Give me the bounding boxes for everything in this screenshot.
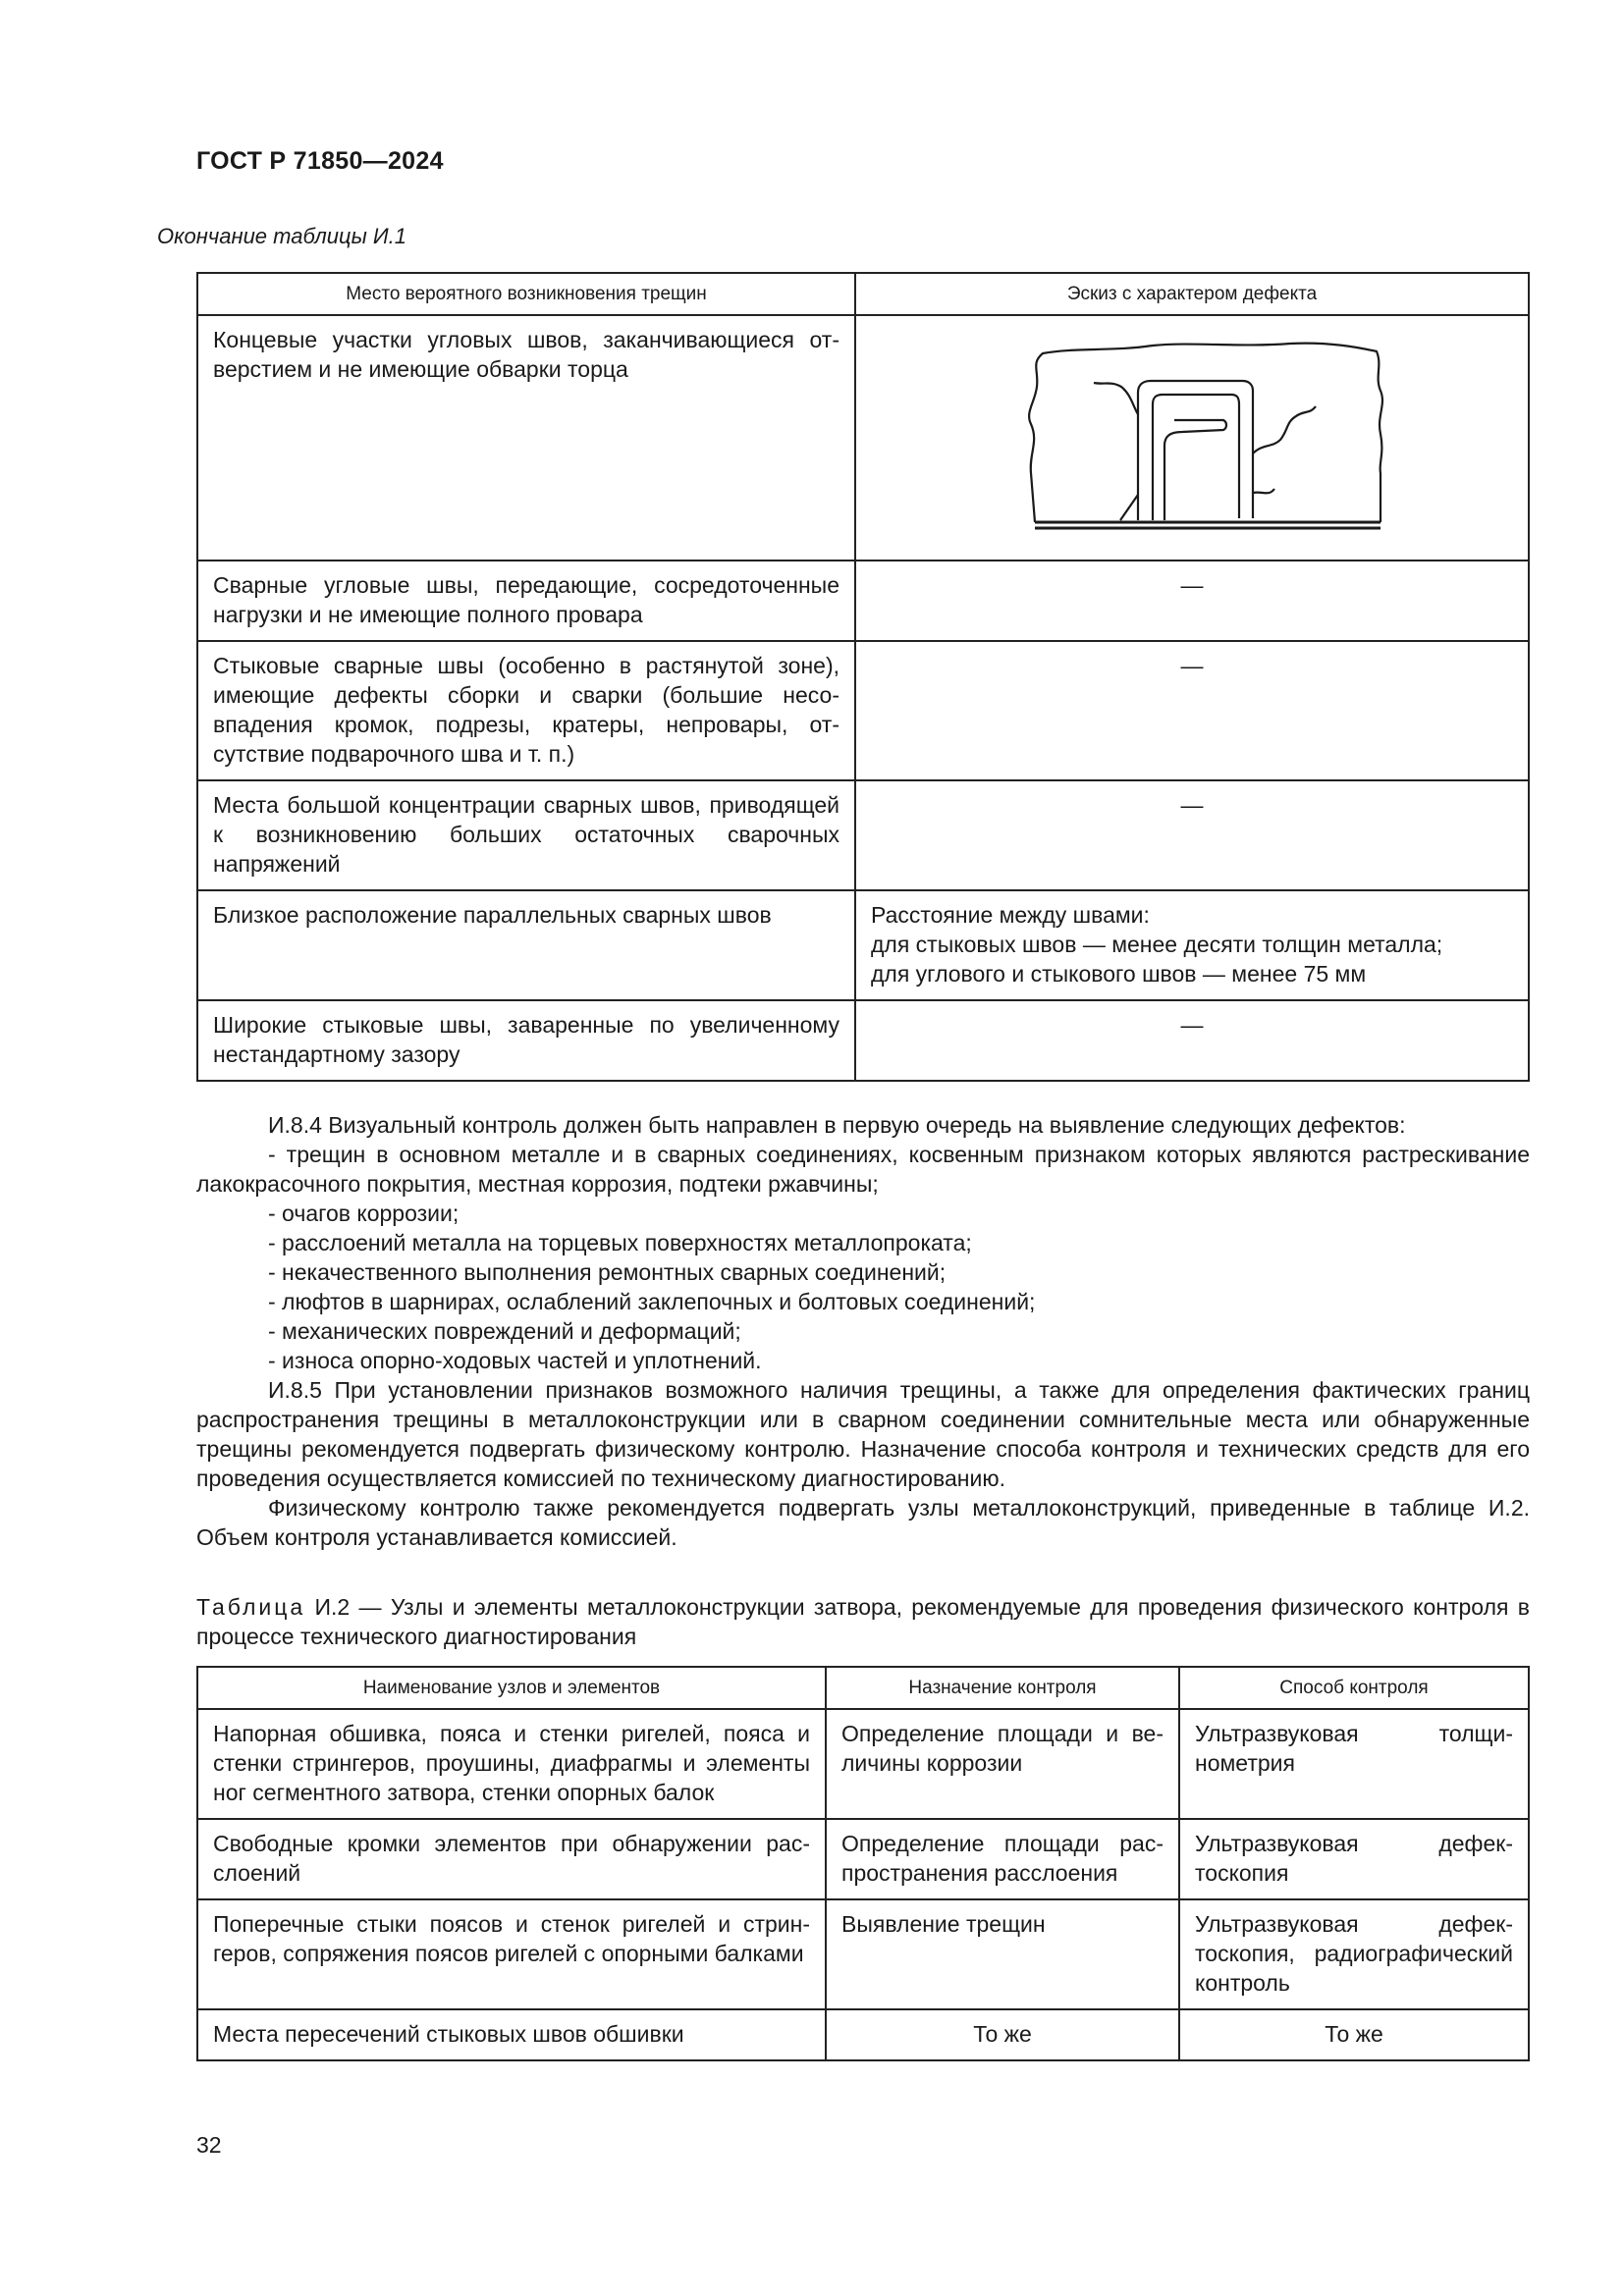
table1-cell-place: Близкое расположение параллельных сварных швов	[197, 890, 855, 1000]
table1-cell-sketch: —	[855, 641, 1529, 780]
table1-header-row	[197, 273, 1529, 315]
table-row	[197, 561, 1529, 641]
document-header: ГОСТ Р 71850—2024	[196, 147, 444, 175]
list-item: - очагов коррозии;	[268, 1201, 460, 1226]
paragraph-8-5: И.8.5 При установлении признаков возможного наличия трещины, а также для определения фактических границ распространения трещины в металлоконструкции или в сварном соединении сомнительные места или обнаруженные трещины рекомендуется подвергать физическому контролю. Назначение способа контроля и технических средств для его проведения осуществляется комиссией по техническому диагностированию.	[196, 1377, 1530, 1491]
table2-cell-method: Ультразвуковая толщинометрия	[1179, 1709, 1529, 1819]
sketch-line: для углового и стыкового швов — менее 75 мм	[871, 961, 1367, 987]
table2-cell-purpose: Выявление трещин	[826, 1899, 1179, 2009]
list-item: - некачественного выполнения ремонтных сварных соединений;	[268, 1259, 947, 1285]
table1-cell-sketch	[855, 315, 1529, 561]
table1-cell-sketch: —	[855, 780, 1529, 890]
table-row	[197, 1000, 1529, 1081]
table-row	[197, 1819, 1529, 1899]
table-row	[197, 780, 1529, 890]
table1-cell-place: Стыковые сварные швы (особенно в растянутой зоне), имеющие дефекты сборки и сварки (большие несовпадения кромок, подрезы, кратеры, непровары, отсутствие подварочного шва и т. п.)	[197, 641, 855, 780]
list-item: - расслоений металла на торцевых поверхностях металлопроката;	[268, 1230, 972, 1255]
table2-caption-label: Таблица	[196, 1594, 306, 1620]
table2-caption	[196, 1592, 1530, 1651]
table1-cell-place: Места большой концентрации сварных швов, приводящей к возникновению больших остаточных сварочных напряжений	[197, 780, 855, 890]
table1-header-place: Место вероятного возникновения трещин	[197, 273, 855, 315]
table2-cell-name: Поперечные стыки поясов и стенок ригелей и стрингеров, сопряжения поясов ригелей с опорными балками	[197, 1899, 826, 2009]
table-row	[197, 1709, 1529, 1819]
table1-cell-place: Сварные угловые швы, передающие, сосредоточенные нагрузки и не имеющие полного провара	[197, 561, 855, 641]
weld-defect-sketch-icon	[996, 326, 1388, 552]
table1-cell-place: Концевые участки угловых швов, заканчивающиеся отверстием и не имеющие обварки торца	[197, 315, 855, 561]
sketch-line: для стыковых швов — менее десяти толщин металла;	[871, 932, 1443, 957]
table2	[196, 1666, 1530, 2061]
table-row	[197, 641, 1529, 780]
table2-cell-method: Ультразвуковая дефектоскопия, радиографический контроль	[1179, 1899, 1529, 2009]
list-item: - износа опорно-ходовых частей и уплотнений.	[268, 1348, 762, 1373]
sketch-line: Расстояние между швами:	[871, 902, 1150, 928]
table2-cell-purpose: То же	[826, 2009, 1179, 2060]
table1-cell-sketch	[855, 890, 1529, 1000]
table2-header-name: Наименование узлов и элементов	[197, 1667, 826, 1709]
paragraph-physical-control: Физическому контролю также рекомендуется подвергать узлы металлоконструкций, приведенные в таблице И.2. Объем контроля устанавливается комиссией.	[196, 1495, 1530, 1550]
table2-cell-name: Напорная обшивка, пояса и стенки ригелей, пояса и стенки стрингеров, проушины, диафрагмы и элементы ног сегментного затвора, стенки опорных балок	[197, 1709, 826, 1819]
table2-cell-method: Ультразвуковая дефектоскопия	[1179, 1819, 1529, 1899]
list-item: - люфтов в шарнирах, ослаблений заклепочных и болтовых соединений;	[268, 1289, 1036, 1314]
table-row	[197, 2009, 1529, 2060]
table2-caption-text: И.2 — Узлы и элементы металлоконструкции затвора, рекомендуемые для проведения физического контроля в процессе технического диагностирования	[196, 1594, 1530, 1649]
table2-cell-name: Свободные кромки элементов при обнаружении расслоений	[197, 1819, 826, 1899]
table2-cell-purpose: Определение площади и величины коррозии	[826, 1709, 1179, 1819]
table1-cell-place: Широкие стыковые швы, заваренные по увеличенному нестандартному зазору	[197, 1000, 855, 1081]
list-item: - трещин в основном металле и в сварных соединениях, косвенным признаком которых являются растрескивание лакокрасочного покрытия, местная коррозия, подтеки ржавчины;	[196, 1142, 1530, 1197]
table2-cell-name: Места пересечений стыковых швов обшивки	[197, 2009, 826, 2060]
table2-cell-method: То же	[1179, 2009, 1529, 2060]
table1-cell-sketch: —	[855, 561, 1529, 641]
table1	[196, 272, 1530, 1082]
page-number: 32	[196, 2132, 222, 2158]
list-item: - механических повреждений и деформаций;	[268, 1318, 741, 1344]
table2-cell-purpose: Определение площади распространения расслоения	[826, 1819, 1179, 1899]
table1-header-sketch: Эскиз с характером дефекта	[855, 273, 1529, 315]
table-row	[197, 890, 1529, 1000]
paragraph-8-4: И.8.4 Визуальный контроль должен быть направлен в первую очередь на выявление следующих дефектов:	[268, 1112, 1406, 1138]
table2-header-row	[197, 1667, 1529, 1709]
table2-header-purpose: Назначение контроля	[826, 1667, 1179, 1709]
body-text	[196, 1110, 1530, 1552]
table1-caption: Окончание таблицы И.1	[157, 224, 406, 248]
table2-header-method: Способ контроля	[1179, 1667, 1529, 1709]
table-row	[197, 315, 1529, 561]
table1-cell-sketch: —	[855, 1000, 1529, 1081]
table-row	[197, 1899, 1529, 2009]
